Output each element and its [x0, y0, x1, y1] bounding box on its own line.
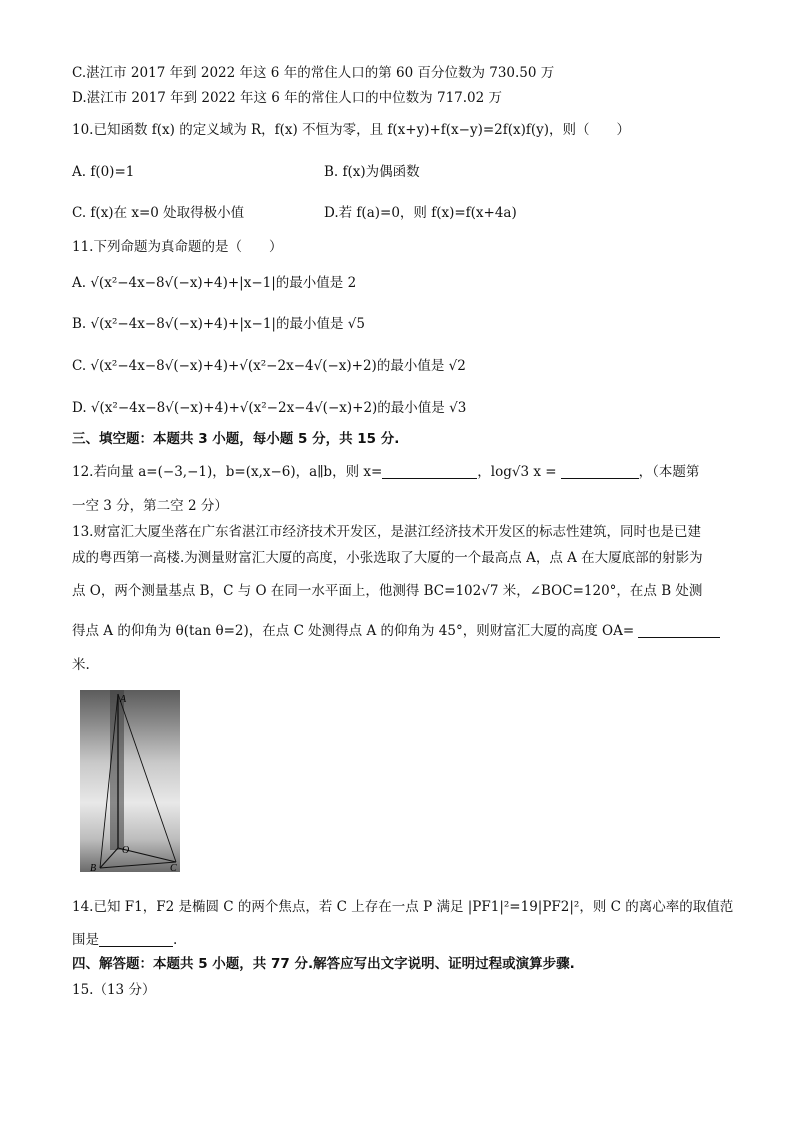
q10-stem: 10.已知函数 f(x) 的定义域为 R，f(x) 不恒为零，且 f(x+y)+f(x−y)=2f(x)f(y)，则（ ） [72, 122, 631, 138]
q13-line4 [72, 622, 720, 640]
building-photo-lines [80, 690, 180, 872]
q14-blank [99, 932, 173, 947]
q11-option-c: C. √(x²−4x−8√(−x)+4)+√(x²−2x−4√(−x)+2)的最小值是 √2 [72, 358, 466, 374]
q12-text-b: ，log√3 x = [477, 464, 557, 480]
q12-blank-1 [382, 464, 477, 479]
section-3-heading: 三、填空题：本题共 3 小题，每小题 5 分，共 15 分. [72, 431, 400, 447]
q12-text-c: ，（本题第 [638, 464, 700, 480]
q11-option-a: A. √(x²−4x−8√(−x)+4)+|x−1|的最小值是 2 [72, 275, 357, 291]
q11-option-b: B. √(x²−4x−8√(−x)+4)+|x−1|的最小值是 √5 [72, 316, 365, 332]
q13-line5: 米. [72, 657, 90, 673]
q13-line1: 13.财富汇大厦坐落在广东省湛江市经济技术开发区，是湛江经济技术开发区的标志性建筑，同时也是已建 [72, 524, 701, 540]
label-o: O [122, 845, 130, 856]
q13-blank [638, 623, 720, 638]
q9-option-d: D.湛江市 2017 年到 2022 年这 6 年的常住人口的中位数为 717.02 万 [72, 90, 503, 106]
q14-line2-text: 围是 [72, 932, 99, 948]
q12-line2: 一空 3 分，第二空 2 分） [72, 498, 228, 514]
q13-line4-text: 得点 A 的仰角为 θ(tan θ=2)，在点 C 处测得点 A 的仰角为 45°，则财富汇大厦的高度 OA= [72, 623, 635, 639]
q11-stem: 11.下列命题为真命题的是（ ） [72, 239, 283, 255]
q14-line1: 14.已知 F1，F2 是椭圆 C 的两个焦点，若 C 上存在一点 P 满足 |PF1|²=19|PF2|²，则 C 的离心率的取值范 [72, 899, 734, 915]
q13-line3: 点 O，两个测量基点 B，C 与 O 在同一水平面上，他测得 BC=102√7 米，∠BOC=120°，在点 B 处测 [72, 583, 703, 599]
label-a: A [120, 694, 127, 705]
q12-blank-2 [561, 464, 639, 479]
section-4-heading: 四、解答题：本题共 5 小题，共 77 分.解答应写出文字说明、证明过程或演算步骤. [72, 956, 575, 972]
q11-option-d: D. √(x²−4x−8√(−x)+4)+√(x²−2x−4√(−x)+2)的最小值是 √3 [72, 400, 467, 416]
building-photo [80, 690, 180, 872]
q10-option-d: D.若 f(a)=0，则 f(x)=f(x+4a) [324, 205, 517, 221]
q10-option-c: C. f(x)在 x=0 处取得极小值 [72, 205, 245, 221]
q12-text-a: 12.若向量 a=(−3,−1)，b=(x,x−6)，a∥b，则 x= [72, 464, 383, 480]
label-b: B [90, 863, 97, 872]
q9-option-c: C.湛江市 2017 年到 2022 年这 6 年的常住人口的第 60 百分位数为 730.50 万 [72, 65, 555, 81]
label-c: C [170, 863, 177, 872]
q15-heading: 15.（13 分） [72, 982, 156, 998]
q12-line1 [72, 463, 699, 481]
q10-option-b: B. f(x)为偶函数 [324, 164, 420, 180]
q14-line2: 围是 . [72, 932, 178, 948]
q10-option-a: A. f(0)=1 [72, 164, 135, 180]
q13-line2: 成的粤西第一高楼.为测量财富汇大厦的高度，小张选取了大厦的一个最高点 A，点 A 在大厦底部的射影为 [72, 550, 703, 566]
